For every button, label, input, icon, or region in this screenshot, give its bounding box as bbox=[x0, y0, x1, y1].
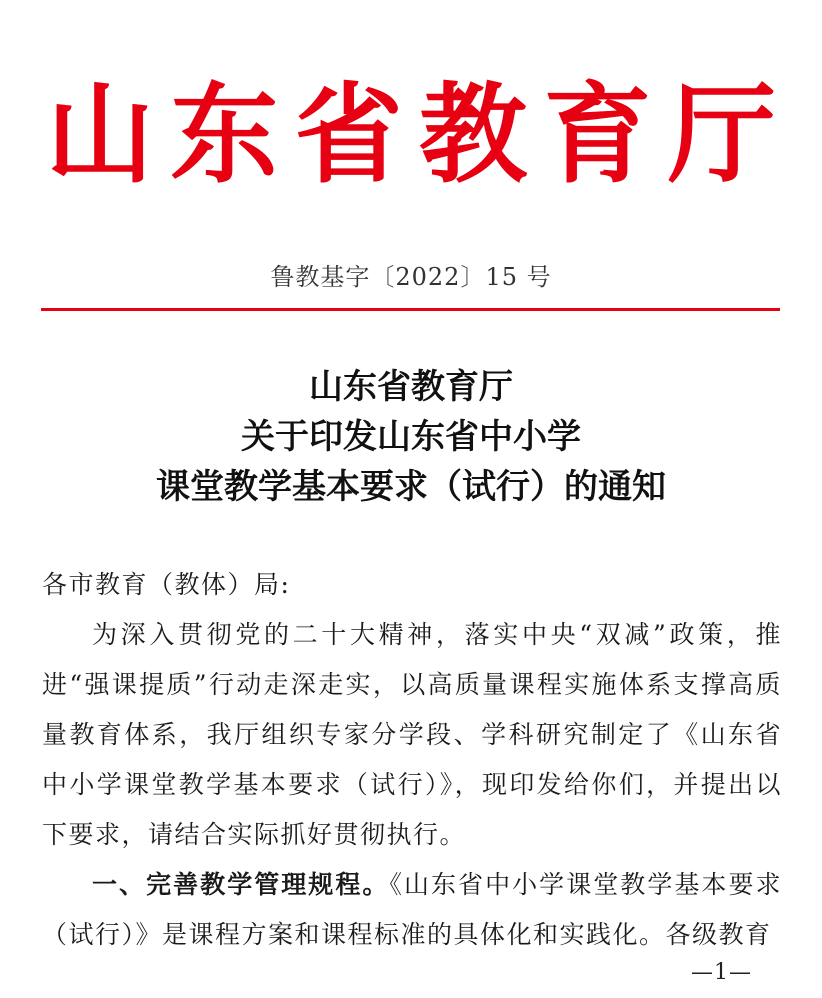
issuer-char: 山 bbox=[45, 72, 154, 198]
section-heading: 一、完善教学管理规程。 bbox=[92, 870, 390, 899]
title-line: 山东省教育厅 bbox=[309, 367, 513, 407]
issuer-char: 东 bbox=[170, 72, 279, 198]
document-body bbox=[42, 560, 782, 960]
issuer-char: 省 bbox=[294, 72, 403, 198]
paragraph: 为深入贯彻党的二十大精神，落实中央“双减”政策，推进“强课提质”行动走深走实，以高质量课程实施体系支撑高质量教育体系，我厅组织专家分学段、学科研究制定了《山东省中小学课堂教学基本要求（试行）》，现印发给你们，并提出以下要求，请结合实际抓好贯彻执行。 bbox=[42, 620, 782, 849]
issuer-char: 育 bbox=[543, 72, 652, 198]
document-number: 鲁教基字〔2022〕15 号 bbox=[270, 263, 552, 291]
red-separator-line bbox=[41, 308, 780, 311]
section-text: 《山东省中小学课堂教学基本要求（试行）》是课程方案和课程标准的具体化和实践化。各级教育 bbox=[42, 870, 782, 949]
page-number: —1— bbox=[691, 960, 752, 985]
issuer-heading bbox=[40, 70, 782, 200]
document-title bbox=[0, 362, 822, 512]
issuer-char: 厅 bbox=[667, 72, 776, 198]
title-line: 关于印发山东省中小学 bbox=[241, 417, 581, 457]
salutation: 各市教育（教体）局: bbox=[42, 570, 291, 599]
title-line: 课堂教学基本要求（试行）的通知 bbox=[156, 467, 666, 507]
section-paragraph bbox=[42, 860, 782, 960]
issuer-char: 教 bbox=[419, 72, 528, 198]
